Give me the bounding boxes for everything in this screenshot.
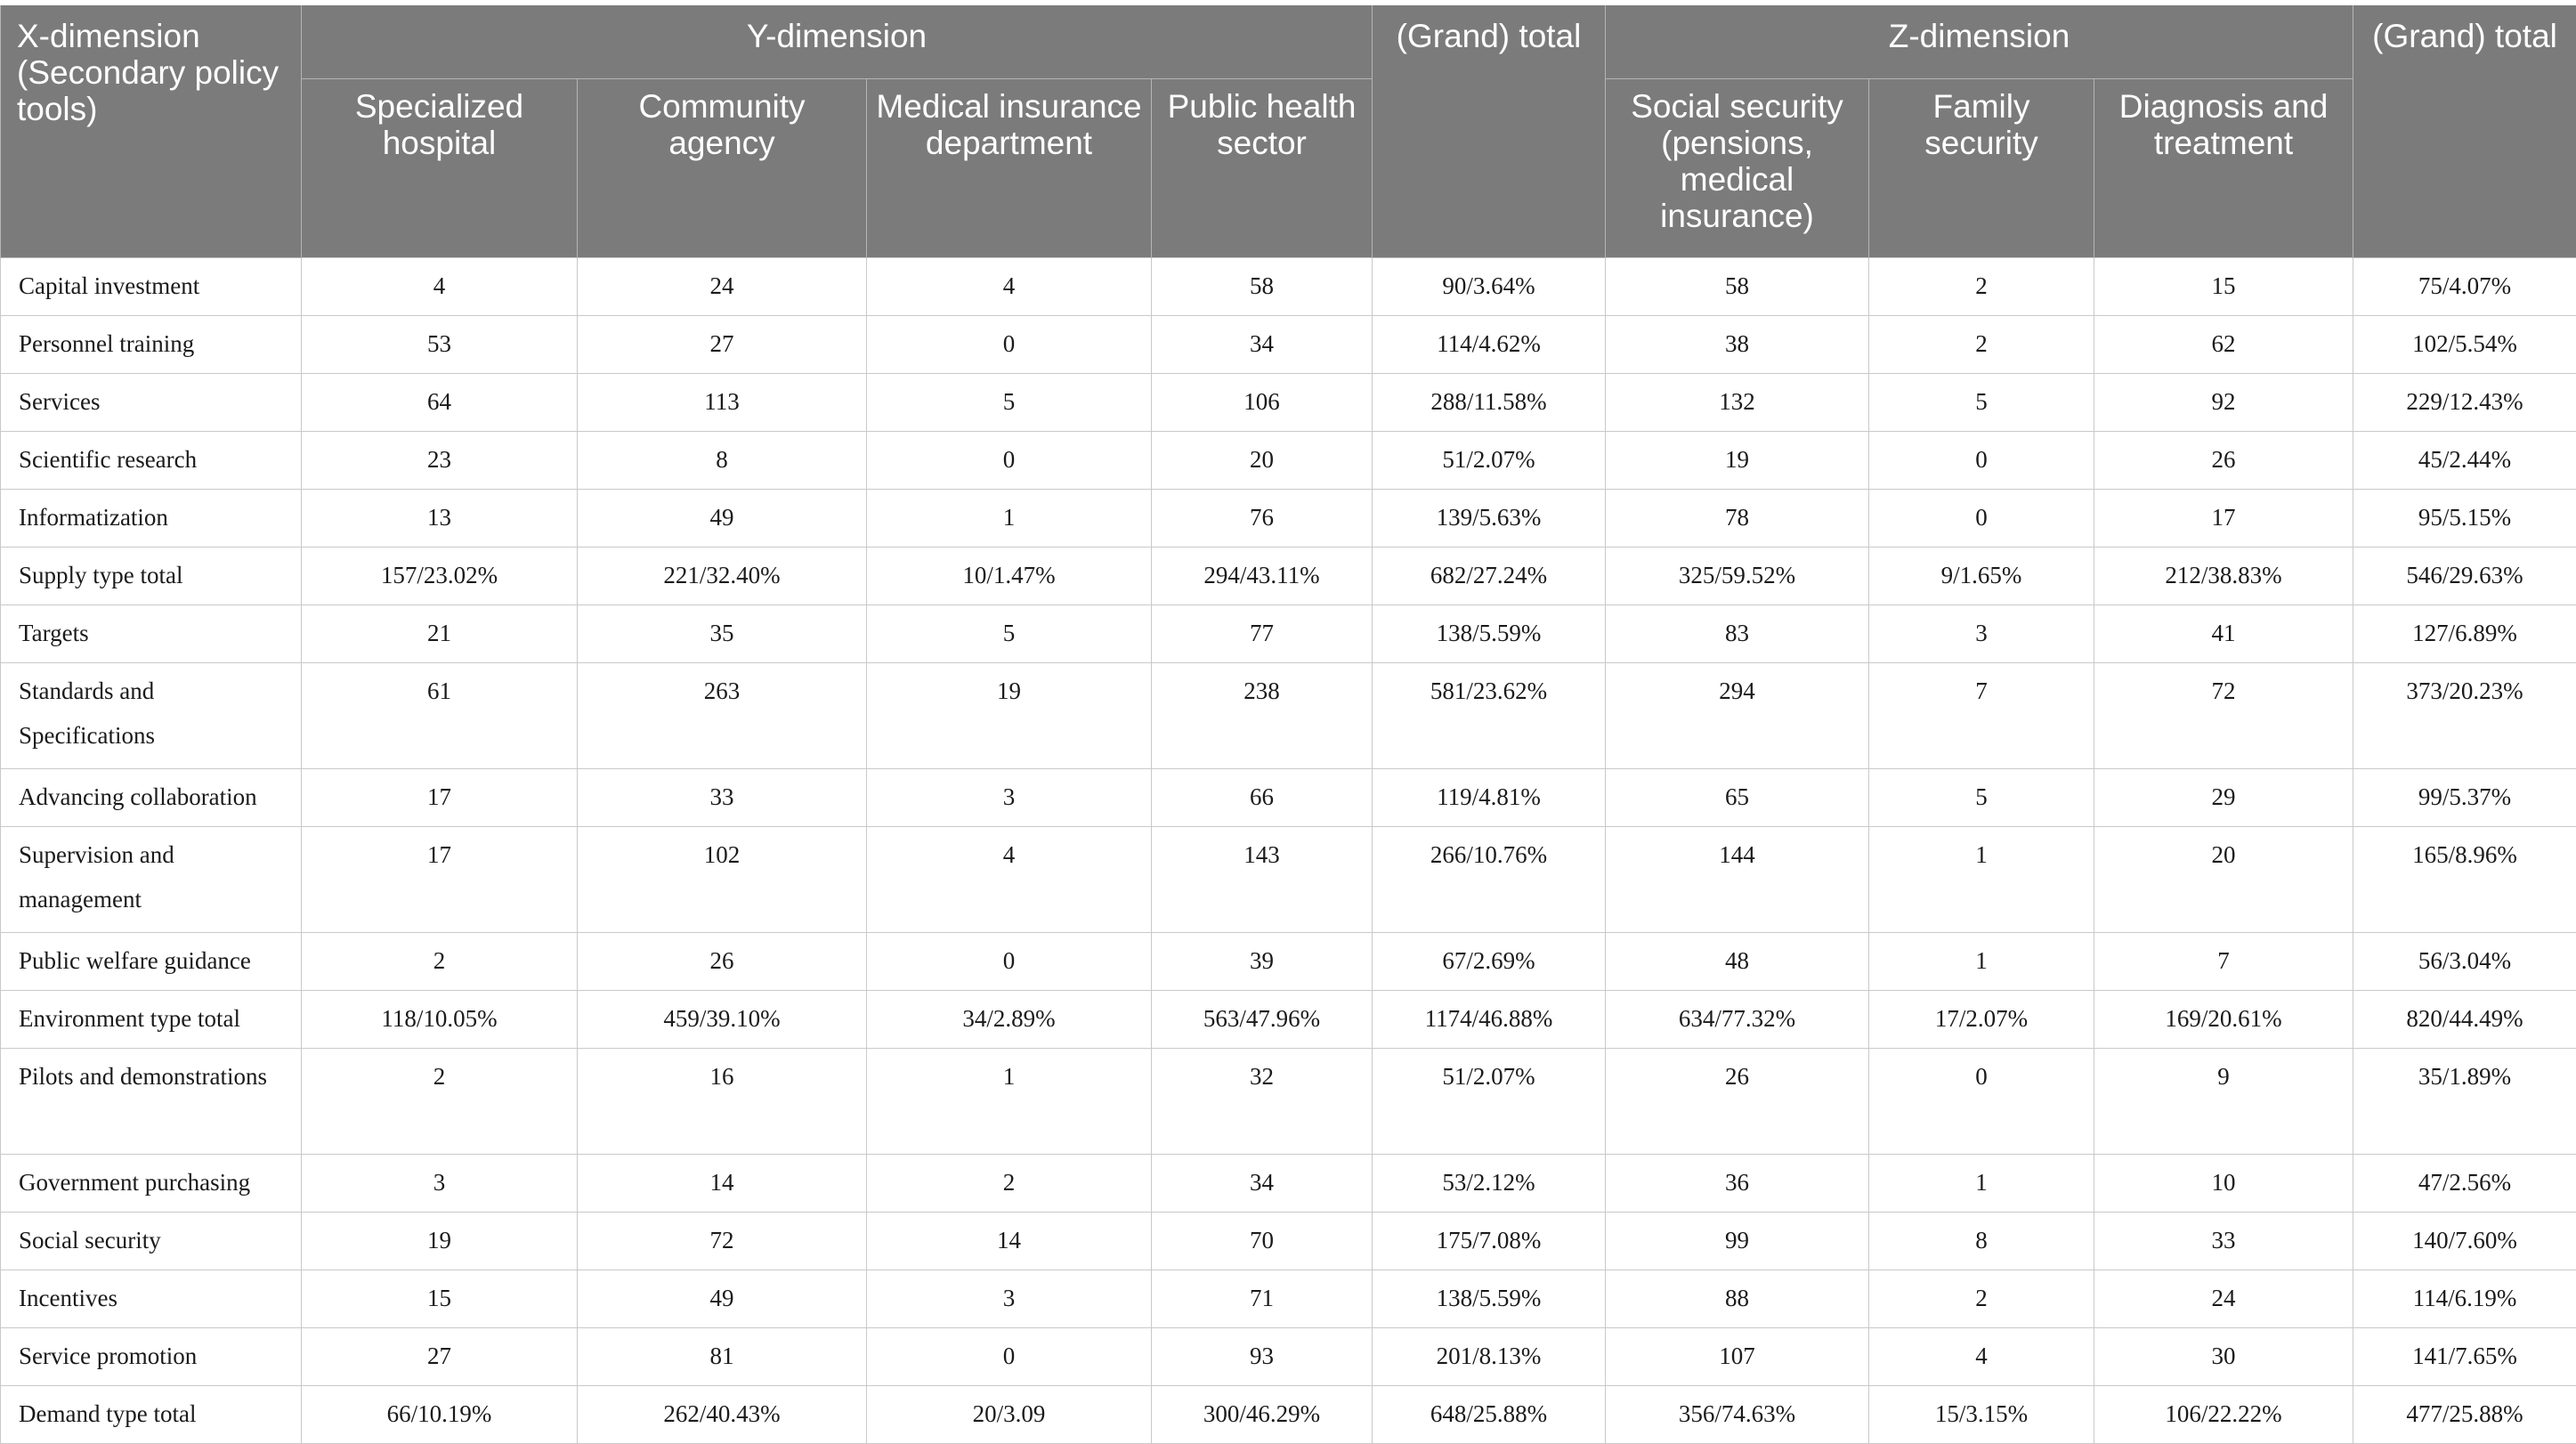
table-row (1, 1270, 2576, 1328)
table-cell: 107 (1606, 1328, 1869, 1386)
table-cell: 5 (867, 374, 1152, 432)
table-cell: 92 (2094, 374, 2353, 432)
col-medical-insurance-department: Medical insurance department (867, 79, 1152, 258)
table-cell: 23 (302, 432, 578, 490)
table-cell: 263 (578, 663, 867, 769)
table-cell: 27 (578, 316, 867, 374)
table-cell: 1 (867, 1049, 1152, 1155)
row-label: Incentives (1, 1270, 302, 1328)
row-label: Scientific research (1, 432, 302, 490)
table-cell: 7 (2094, 933, 2353, 991)
table-cell: 2 (1869, 316, 2094, 374)
row-label: Supervision and management (1, 827, 302, 933)
table-cell: 118/10.05% (302, 991, 578, 1049)
col-social-security: Social security (pensions, medical insurance) (1606, 79, 1869, 258)
table-cell: 45/2.44% (2353, 432, 2576, 490)
table-cell: 27 (302, 1328, 578, 1386)
table-cell: 53 (302, 316, 578, 374)
table-cell: 5 (1869, 769, 2094, 827)
table-cell: 77 (1152, 605, 1373, 663)
table-cell: 2 (867, 1155, 1152, 1213)
table-cell: 127/6.89% (2353, 605, 2576, 663)
table-cell: 17 (2094, 490, 2353, 548)
table-row (1, 1213, 2576, 1270)
table-cell: 165/8.96% (2353, 827, 2576, 933)
table-row (1, 432, 2576, 490)
table-cell: 66 (1152, 769, 1373, 827)
table-cell: 4 (867, 827, 1152, 933)
table-row (1, 605, 2576, 663)
table-cell: 139/5.63% (1373, 490, 1606, 548)
table-cell: 1 (1869, 1155, 2094, 1213)
table-cell: 67/2.69% (1373, 933, 1606, 991)
table-cell: 88 (1606, 1270, 1869, 1328)
table-cell: 102/5.54% (2353, 316, 2576, 374)
row-label: Demand type total (1, 1386, 302, 1444)
table-cell: 325/59.52% (1606, 548, 1869, 605)
table-cell: 83 (1606, 605, 1869, 663)
table-cell: 62 (2094, 316, 2353, 374)
table-cell: 3 (867, 1270, 1152, 1328)
table-cell: 0 (867, 432, 1152, 490)
table-cell: 132 (1606, 374, 1869, 432)
table-cell: 113 (578, 374, 867, 432)
row-label: Targets (1, 605, 302, 663)
table-cell: 26 (1606, 1049, 1869, 1155)
table-row (1, 933, 2576, 991)
row-label: Service promotion (1, 1328, 302, 1386)
row-label: Public welfare guidance (1, 933, 302, 991)
table-cell: 16 (578, 1049, 867, 1155)
table-cell: 477/25.88% (2353, 1386, 2576, 1444)
table-cell: 238 (1152, 663, 1373, 769)
x-dimension-header: X-dimension (Secondary policy tools) (1, 5, 302, 258)
grand-total-y-header: (Grand) total (1373, 5, 1606, 258)
table-cell: 33 (2094, 1213, 2353, 1270)
policy-tools-table (0, 5, 2576, 1444)
row-label: Capital investment (1, 258, 302, 316)
table-cell: 0 (1869, 1049, 2094, 1155)
table-row (1, 1155, 2576, 1213)
table-cell: 47/2.56% (2353, 1155, 2576, 1213)
table-cell: 563/47.96% (1152, 991, 1373, 1049)
table-cell: 143 (1152, 827, 1373, 933)
table-cell: 30 (2094, 1328, 2353, 1386)
table-cell: 9 (2094, 1049, 2353, 1155)
table-cell: 72 (2094, 663, 2353, 769)
table-cell: 634/77.32% (1606, 991, 1869, 1049)
table-cell: 356/74.63% (1606, 1386, 1869, 1444)
table-cell: 13 (302, 490, 578, 548)
table-cell: 64 (302, 374, 578, 432)
table-cell: 34/2.89% (867, 991, 1152, 1049)
table-cell: 141/7.65% (2353, 1328, 2576, 1386)
table-cell: 2 (302, 1049, 578, 1155)
table-cell: 34 (1152, 316, 1373, 374)
row-label: Supply type total (1, 548, 302, 605)
table-row (1, 258, 2576, 316)
table-cell: 35/1.89% (2353, 1049, 2576, 1155)
table-cell: 581/23.62% (1373, 663, 1606, 769)
table-cell: 0 (867, 1328, 1152, 1386)
table-cell: 20/3.09 (867, 1386, 1152, 1444)
table-cell: 72 (578, 1213, 867, 1270)
table-cell: 820/44.49% (2353, 991, 2576, 1049)
row-label: Advancing collaboration (1, 769, 302, 827)
table-cell: 78 (1606, 490, 1869, 548)
row-label: Social security (1, 1213, 302, 1270)
table-cell: 0 (867, 316, 1152, 374)
table-cell: 66/10.19% (302, 1386, 578, 1444)
table-cell: 2 (1869, 258, 2094, 316)
table-cell: 0 (1869, 432, 2094, 490)
row-label: Government purchasing (1, 1155, 302, 1213)
table-cell: 17 (302, 769, 578, 827)
table-cell: 1174/46.88% (1373, 991, 1606, 1049)
table-cell: 53/2.12% (1373, 1155, 1606, 1213)
table-cell: 8 (1869, 1213, 2094, 1270)
table-cell: 4 (1869, 1328, 2094, 1386)
table-row (1, 490, 2576, 548)
table-cell: 36 (1606, 1155, 1869, 1213)
col-community-agency: Community agency (578, 79, 867, 258)
table-row (1, 316, 2576, 374)
table-cell: 102 (578, 827, 867, 933)
table-cell: 10/1.47% (867, 548, 1152, 605)
table-cell: 212/38.83% (2094, 548, 2353, 605)
table-row (1, 991, 2576, 1049)
table-body (1, 258, 2576, 1444)
table-cell: 33 (578, 769, 867, 827)
table-cell: 8 (578, 432, 867, 490)
table-cell: 138/5.59% (1373, 605, 1606, 663)
table-cell: 56/3.04% (2353, 933, 2576, 991)
row-label: Pilots and demonstrations (1, 1049, 302, 1155)
table-cell: 201/8.13% (1373, 1328, 1606, 1386)
table-cell: 58 (1606, 258, 1869, 316)
table-cell: 7 (1869, 663, 2094, 769)
table-cell: 221/32.40% (578, 548, 867, 605)
grand-total-z-header: (Grand) total (2353, 5, 2576, 258)
table-cell: 119/4.81% (1373, 769, 1606, 827)
table-cell: 114/6.19% (2353, 1270, 2576, 1328)
table-cell: 38 (1606, 316, 1869, 374)
table-cell: 0 (1869, 490, 2094, 548)
table-cell: 10 (2094, 1155, 2353, 1213)
table-cell: 5 (1869, 374, 2094, 432)
table-cell: 229/12.43% (2353, 374, 2576, 432)
table-cell: 70 (1152, 1213, 1373, 1270)
table-cell: 65 (1606, 769, 1869, 827)
table-cell: 20 (1152, 432, 1373, 490)
table-row (1, 1386, 2576, 1444)
table-cell: 17/2.07% (1869, 991, 2094, 1049)
table-cell: 15 (2094, 258, 2353, 316)
table-cell: 48 (1606, 933, 1869, 991)
table-cell: 49 (578, 490, 867, 548)
table-cell: 106 (1152, 374, 1373, 432)
table-cell: 3 (302, 1155, 578, 1213)
table-cell: 41 (2094, 605, 2353, 663)
table-cell: 34 (1152, 1155, 1373, 1213)
table-row (1, 827, 2576, 933)
table-cell: 106/22.22% (2094, 1386, 2353, 1444)
table-cell: 300/46.29% (1152, 1386, 1373, 1444)
table-cell: 99/5.37% (2353, 769, 2576, 827)
table-cell: 95/5.15% (2353, 490, 2576, 548)
row-label: Services (1, 374, 302, 432)
table-cell: 3 (867, 769, 1152, 827)
table-cell: 39 (1152, 933, 1373, 991)
table-cell: 17 (302, 827, 578, 933)
table-cell: 2 (302, 933, 578, 991)
table-cell: 169/20.61% (2094, 991, 2353, 1049)
table-cell: 140/7.60% (2353, 1213, 2576, 1270)
table-cell: 51/2.07% (1373, 1049, 1606, 1155)
table-cell: 15/3.15% (1869, 1386, 2094, 1444)
table-cell: 648/25.88% (1373, 1386, 1606, 1444)
table-cell: 114/4.62% (1373, 316, 1606, 374)
col-specialized-hospital: Specialized hospital (302, 79, 578, 258)
table-cell: 1 (1869, 933, 2094, 991)
table-row (1, 663, 2576, 769)
table-cell: 157/23.02% (302, 548, 578, 605)
table-cell: 26 (2094, 432, 2353, 490)
y-dimension-header: Y-dimension (302, 5, 1373, 79)
table-cell: 4 (302, 258, 578, 316)
table-cell: 19 (302, 1213, 578, 1270)
table-cell: 20 (2094, 827, 2353, 933)
table-cell: 14 (867, 1213, 1152, 1270)
row-label: Personnel training (1, 316, 302, 374)
table-row (1, 548, 2576, 605)
row-label: Standards and Specifications (1, 663, 302, 769)
table-cell: 682/27.24% (1373, 548, 1606, 605)
table-cell: 61 (302, 663, 578, 769)
table-cell: 546/29.63% (2353, 548, 2576, 605)
col-diagnosis-treatment: Diagnosis and treatment (2094, 79, 2353, 258)
table-cell: 93 (1152, 1328, 1373, 1386)
table-cell: 294 (1606, 663, 1869, 769)
table-row (1, 1049, 2576, 1155)
table-cell: 32 (1152, 1049, 1373, 1155)
table-cell: 21 (302, 605, 578, 663)
z-dimension-header: Z-dimension (1606, 5, 2353, 79)
table-cell: 76 (1152, 490, 1373, 548)
table-cell: 288/11.58% (1373, 374, 1606, 432)
col-family-security: Family security (1869, 79, 2094, 258)
table-cell: 266/10.76% (1373, 827, 1606, 933)
table-cell: 9/1.65% (1869, 548, 2094, 605)
table-cell: 14 (578, 1155, 867, 1213)
table-cell: 75/4.07% (2353, 258, 2576, 316)
table-cell: 262/40.43% (578, 1386, 867, 1444)
table-cell: 175/7.08% (1373, 1213, 1606, 1270)
table-cell: 1 (1869, 827, 2094, 933)
table-cell: 4 (867, 258, 1152, 316)
col-public-health-sector: Public health sector (1152, 79, 1373, 258)
table-cell: 35 (578, 605, 867, 663)
table-cell: 49 (578, 1270, 867, 1328)
table-cell: 1 (867, 490, 1152, 548)
table-cell: 71 (1152, 1270, 1373, 1328)
table-cell: 29 (2094, 769, 2353, 827)
table-cell: 5 (867, 605, 1152, 663)
table-cell: 58 (1152, 258, 1373, 316)
table-cell: 2 (1869, 1270, 2094, 1328)
table-row (1, 1328, 2576, 1386)
table-cell: 81 (578, 1328, 867, 1386)
table-cell: 19 (867, 663, 1152, 769)
row-label: Informatization (1, 490, 302, 548)
table-cell: 24 (2094, 1270, 2353, 1328)
table-cell: 99 (1606, 1213, 1869, 1270)
table-cell: 373/20.23% (2353, 663, 2576, 769)
table-cell: 138/5.59% (1373, 1270, 1606, 1328)
table-cell: 24 (578, 258, 867, 316)
table-cell: 0 (867, 933, 1152, 991)
table-cell: 26 (578, 933, 867, 991)
table-row (1, 374, 2576, 432)
table-cell: 19 (1606, 432, 1869, 490)
row-label: Environment type total (1, 991, 302, 1049)
table-row (1, 769, 2576, 827)
table-cell: 90/3.64% (1373, 258, 1606, 316)
table-cell: 3 (1869, 605, 2094, 663)
table-cell: 459/39.10% (578, 991, 867, 1049)
table-cell: 51/2.07% (1373, 432, 1606, 490)
table-cell: 15 (302, 1270, 578, 1328)
table-cell: 294/43.11% (1152, 548, 1373, 605)
table-cell: 144 (1606, 827, 1869, 933)
